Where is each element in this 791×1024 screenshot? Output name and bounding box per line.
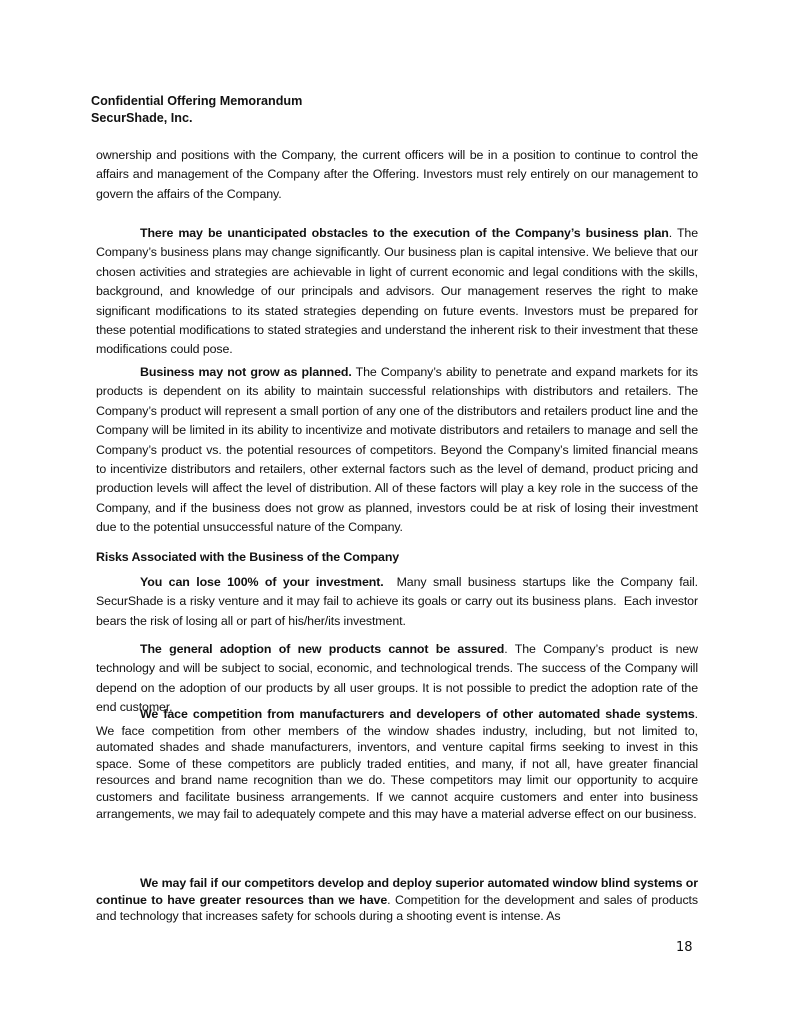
paragraph-obstacles (96, 224, 698, 360)
paragraph-title: Business may not grow as planned. (140, 365, 352, 379)
paragraph-text: . Competition for the development and sales of products and technology that increases safety for schools during a shooting event is intense. As (96, 892, 698, 924)
paragraph-text: The Company’s ability to penetrate and expand markets for its products is dependent on its ability to maintain successful relationships with distributors and retailers. The Company’s product will represent a small portion of any one of the distributors and retailers product line and the Company will be limited in its ability to incentivize and motivate distributors and retailers to manage and sell the Company’s product vs. the potential resources of competitors. Beyond the Company’s limited financial means to incentivize distributors and retailers, other external factors such as the level of demand, product pricing and production levels will affect the level of distribution. All of these factors will play a key role in the success of the Company, and if the business does not grow as planned, investors could be at risk of losing their investment due to the potential unsuccessful nature of the Company. (96, 365, 698, 535)
paragraph-lose-investment (96, 573, 702, 631)
paragraph-superior-competitors (96, 875, 698, 925)
document-header (91, 93, 302, 127)
paragraph-title: You can lose 100% of your investment. (140, 575, 384, 589)
paragraph-text: . We face competition from other members of the window shades industry, including, but not limited to, automated shades and shade manufacturers, inventors, and venture capital firms seeking to invest in this space. Some of these competitors are publicly traded entities, and many, if not all, have greater financial resources and brand name recognition than we do. These competitors may limit our opportunity to acquire customers and facilitate business arrangements. If we cannot acquire customers and enter into business arrangements, we may fail to adequately compete and this may have a material adverse effect on our business. (96, 707, 698, 821)
paragraph-text: ownership and positions with the Company, the current officers will be in a position to continue to control the affairs and management of the Company after the Offering. Investors must rely entirely on our management to govern the affairs of the Company. (96, 148, 698, 201)
paragraph-text: Many small business startups like the Company fail. SecurShade is a risky venture and it may fail to achieve its goals or carry out its business plans. Each investor bears the risk of losing all or part of his/her/its investment. (96, 575, 702, 628)
paragraph-continuation (96, 146, 698, 204)
paragraph-growth (96, 363, 698, 538)
paragraph-text: . The Company’s business plans may change significantly. Our business plan is capital intensive. We believe that our chosen activities and strategies are achievable in light of current economic and legal conditions with the skills, background, and knowledge of our principals and advisors. Our management reserves the right to make significant modifications to its stated strategies depending on future events. Investors must be prepared for these potential modifications to stated strategies and understand the inherent risk to their investment that these modifications could pose. (96, 226, 698, 357)
paragraph-title: There may be unanticipated obstacles to the execution of the Company’s business plan (140, 226, 669, 240)
paragraph-title: We may fail if our competitors develop and deploy superior automated window blind systems or continue to have greater resources than we have (96, 876, 698, 907)
header-company: SecurShade, Inc. (91, 111, 193, 125)
paragraph-title: The general adoption of new products cannot be assured (140, 642, 505, 656)
paragraph-competition (96, 706, 698, 822)
header-title: Confidential Offering Memorandum (91, 94, 303, 108)
page-number: 18 (676, 940, 693, 955)
paragraph-text: . The Company’s product is new technology and will be subject to social, economic, and technological trends. The success of the Company will depend on the adoption of our products by all user groups. It is not possible to predict the adoption rate of the end customer. (96, 642, 699, 715)
section-heading: Risks Associated with the Business of the Company (96, 550, 400, 564)
paragraph-title: We face competition from manufacturers and developers of other automated shade systems (140, 707, 695, 721)
